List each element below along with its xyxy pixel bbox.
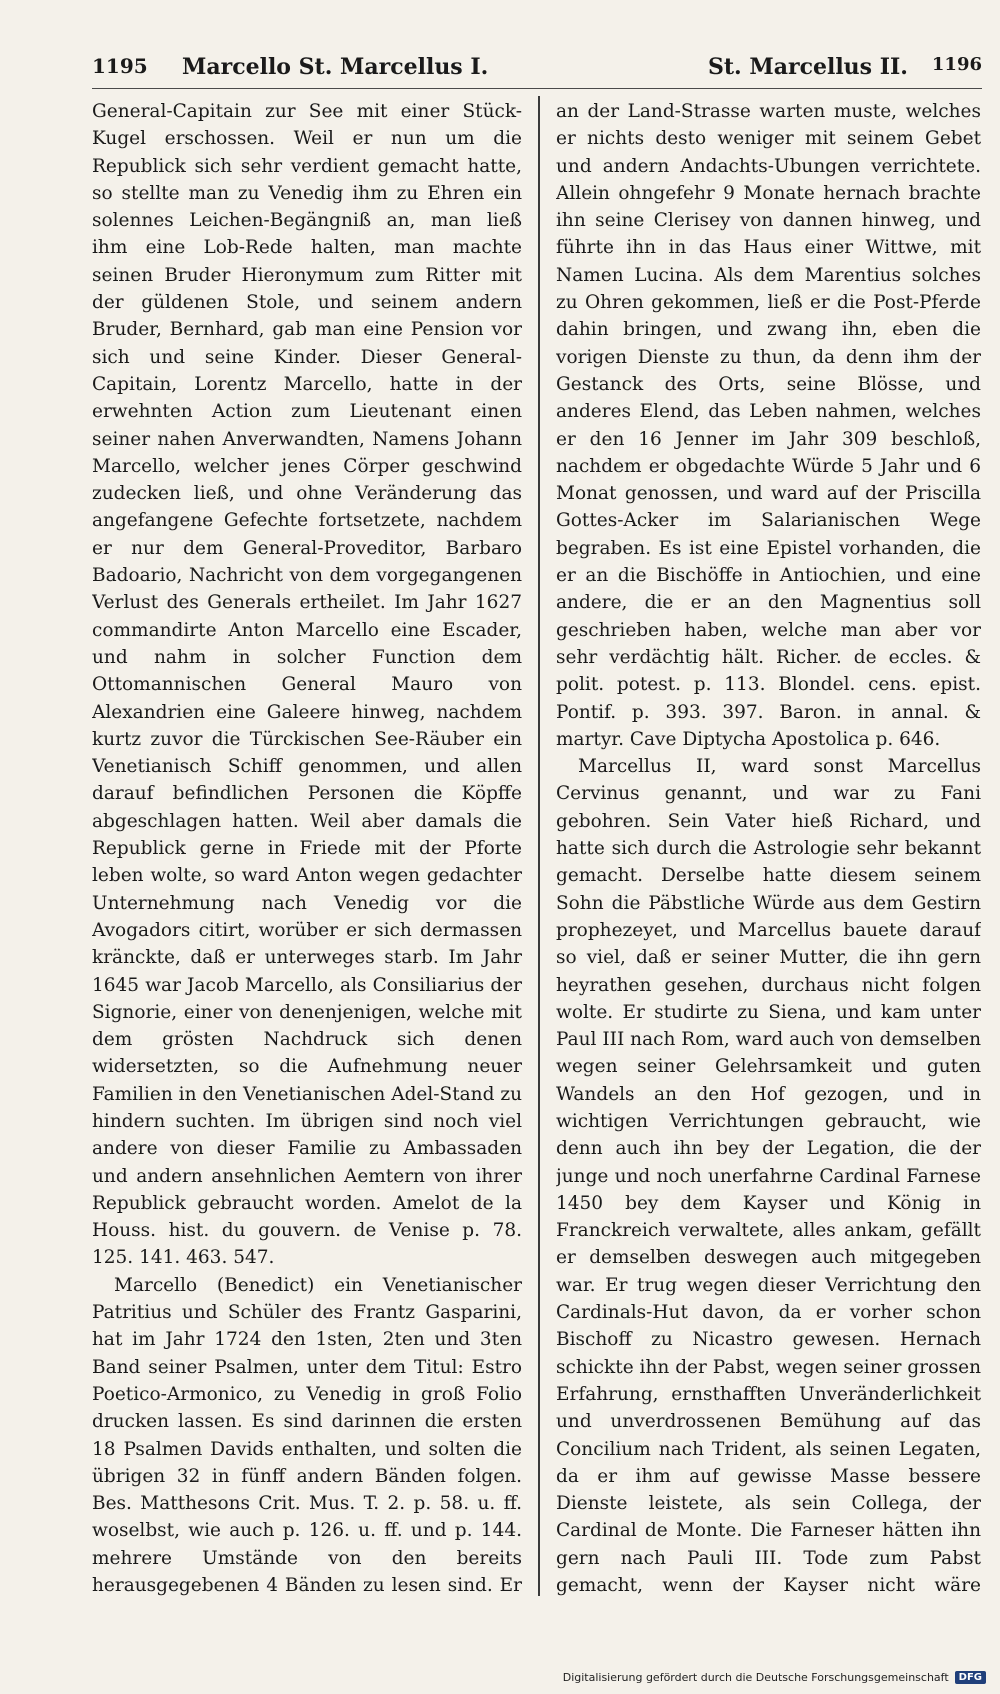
right-paragraph: Marcellus II, ward sonst Marcellus Cervinus genannt, und war zu Fani gebohren. Sein Vater hieß Richard, und hatte sich durch die Astrologie sehr bekannt gemacht. Derselbe hatte diesem seinem Sohn die Päbstliche Würde aus dem Gestirn prophezeyet, und Marcellus bauete darauf so viel, daß er seiner Mutter, die ihn gern heyrathen gesehen, durchaus nicht folgen wolte. Er studirte zu Siena, und kam unter Paul III nach Rom, ward auch von demselben wegen seiner Gelehrsamkeit und guten Wandels an den Hof gezogen, und in wichtigen Verrichtungen gebraucht, wie denn auch ihn bey der Legation, die der junge und noch unerfahrne Cardinal Farnese 1450 bey dem Kayser und König in Franckreich verwaltete, alles ankam, gefällt er demselben deswegen auch mitgegeben war. Er trug wegen dieser Verrichtung den Cardinals-Hut davon, da er vorher schon Bischoff zu Nicastro gewesen. Hernach schickte ihn der Pabst, wegen seiner grossen Erfahrung, ernsthafften Unveränderlichkeit und unverdrossenen Bemühung auf das Concilium nach Trident, als seinen Legaten, da er ihm auf gewisse Masse bessere Dienste leistete, als sein Collega, der Cardinal de Monte. Die Farneser hätten ihn gern nach Pauli III. Tode zum Pabst gemacht, wenn der Kayser nicht wäre xyxy=(556,756,981,1597)
right-running-title: St. Marcellus II. xyxy=(708,54,908,80)
column-divider xyxy=(538,96,540,1596)
right-column xyxy=(556,98,981,1598)
page-footer xyxy=(563,1671,986,1684)
right-paragraph: an der Land-Strasse warten muste, welches er nichts desto weniger mit seinem Gebet und andern Andachts-Ubungen verrichtete. Allein ohngefehr 9 Monate hernach brachte ihn seine Clerisey von dannen hinweg, und führte ihn in das Haus einer Wittwe, mit Namen Lucina. Als dem Marentius solches zu Ohren gekommen, ließ er die Post-Pferde dahin bringen, und zwang ihn, eben die vorigen Dienste zu thun, da denn ihm der Gestanck des Orts, seine Blösse, und anderes Elend, das Leben nahmen, welches er den 16 Jenner im Jahr 309 beschloß, nachdem er obgedachte Würde 5 Jahr und 6 Monat genossen, und ward auf der Priscilla Gottes-Acker im Salarianischen Wege begraben. Es ist eine Epistel vorhanden, die er an die Bischöffe in Antiochien, und eine andere, die er an den Magnentius soll geschrieben haben, welche man aber vor sehr verdächtig hält. Richer. de eccles. & polit. potest. p. 113. Blondel. cens. epist. Pontif. p. 393. 397. Baron. in annal. & martyr. Cave Diptycha Apostolica p. 646. xyxy=(556,101,981,750)
left-column xyxy=(92,98,522,1598)
left-page-number: 1195 xyxy=(92,54,148,78)
dfg-logo-icon: DFG xyxy=(955,1671,986,1684)
header-rule xyxy=(92,88,982,89)
left-paragraph: Marcello (Benedict) ein Venetianischer Patritius und Schüler des Frantz Gasparini, hat im Jahr 1724 den 1sten, 2ten und 3ten Band seiner Psalmen, unter dem Titul: Estro Poetico-Armonico, zu Venedig in groß Folio drucken lassen. Es sind darinnen die ersten 18 Psalmen Davids enthalten, und solten die übrigen 32 in fünff andern Bänden folgen. Bes. Matthesons Crit. Mus. T. 2. p. 58. u. ff. woselbst, wie auch p. 126. u. ff. und p. 144. mehrere Umstände von den bereits herausgegebenen 4 Bänden zu lesen sind. Er xyxy=(92,1274,522,1597)
left-paragraph: General-Capitain zur See mit einer Stück-Kugel erschossen. Weil er nun um die Republick sich sehr verdient gemacht hatte, so stellte man zu Venedig ihm zu Ehren ein solennes Leichen-Begängniß an, man ließ ihm eine Lob-Rede halten, man machte seinen Bruder Hieronymum zum Ritter mit der güldenen Stole, und seinem andern Bruder, Bernhard, gab man eine Pension vor sich und seine Kinder. Dieser General-Capitain, Lorentz Marcello, hatte in der erwehnten Action zum Lieutenant einen seiner nahen Anverwandten, Namens Johann Marcello, welcher jenes Cörper geschwind zudecken ließ, und ohne Veränderung das angefangene Gefechte fortsetzete, nachdem er nur dem General-Proveditor, Barbaro Badoario, Nachricht von dem vorgegangenen Verlust des Generals ertheilet. Im Jahr 1627 commandirte Anton Marcello eine Escader, und nahm in solcher Function dem Ottomannischen General Mauro von Alexandrien eine Galeere hinweg, nachdem kurtz zuvor die Türckischen See-Räuber ein Venetianisch Schiff genommen, und allen darauf befindlichen Personen die Köpffe abgeschlagen hatten. Weil aber damals die Republick gerne in Friede mit der Pforte leben wolte, so ward Anton wegen gedachter Unternehmung nach Venedig vor die Avogadors citirt, worüber er sich dermassen kränckte, daß er unterweges starb. Im Jahr 1645 war Jacob Marcello, als Consiliarius der Signorie, einer von denenjenigen, welche mit dem grösten Nachdruck sich denen widersetzten, so die Aufnehmung neuer Familien in den Venetianischen Adel-Stand zu hindern suchten. Im übrigen sind noch viel andere von dieser Familie zu Ambassaden und andern ansehnlichen Aemtern von ihrer Republick gebraucht worden. Amelot de la Houss. hist. du gouvern. de Venise p. 78. 125. 141. 463. 547. xyxy=(92,101,522,1269)
left-running-title: Marcello St. Marcellus I. xyxy=(182,54,489,80)
page-header xyxy=(92,48,982,78)
footer-credit-text: Digitalisierung gefördert durch die Deutsche Forschungsgemeinschaft xyxy=(562,1671,949,1684)
right-page-number: 1196 xyxy=(931,54,982,75)
